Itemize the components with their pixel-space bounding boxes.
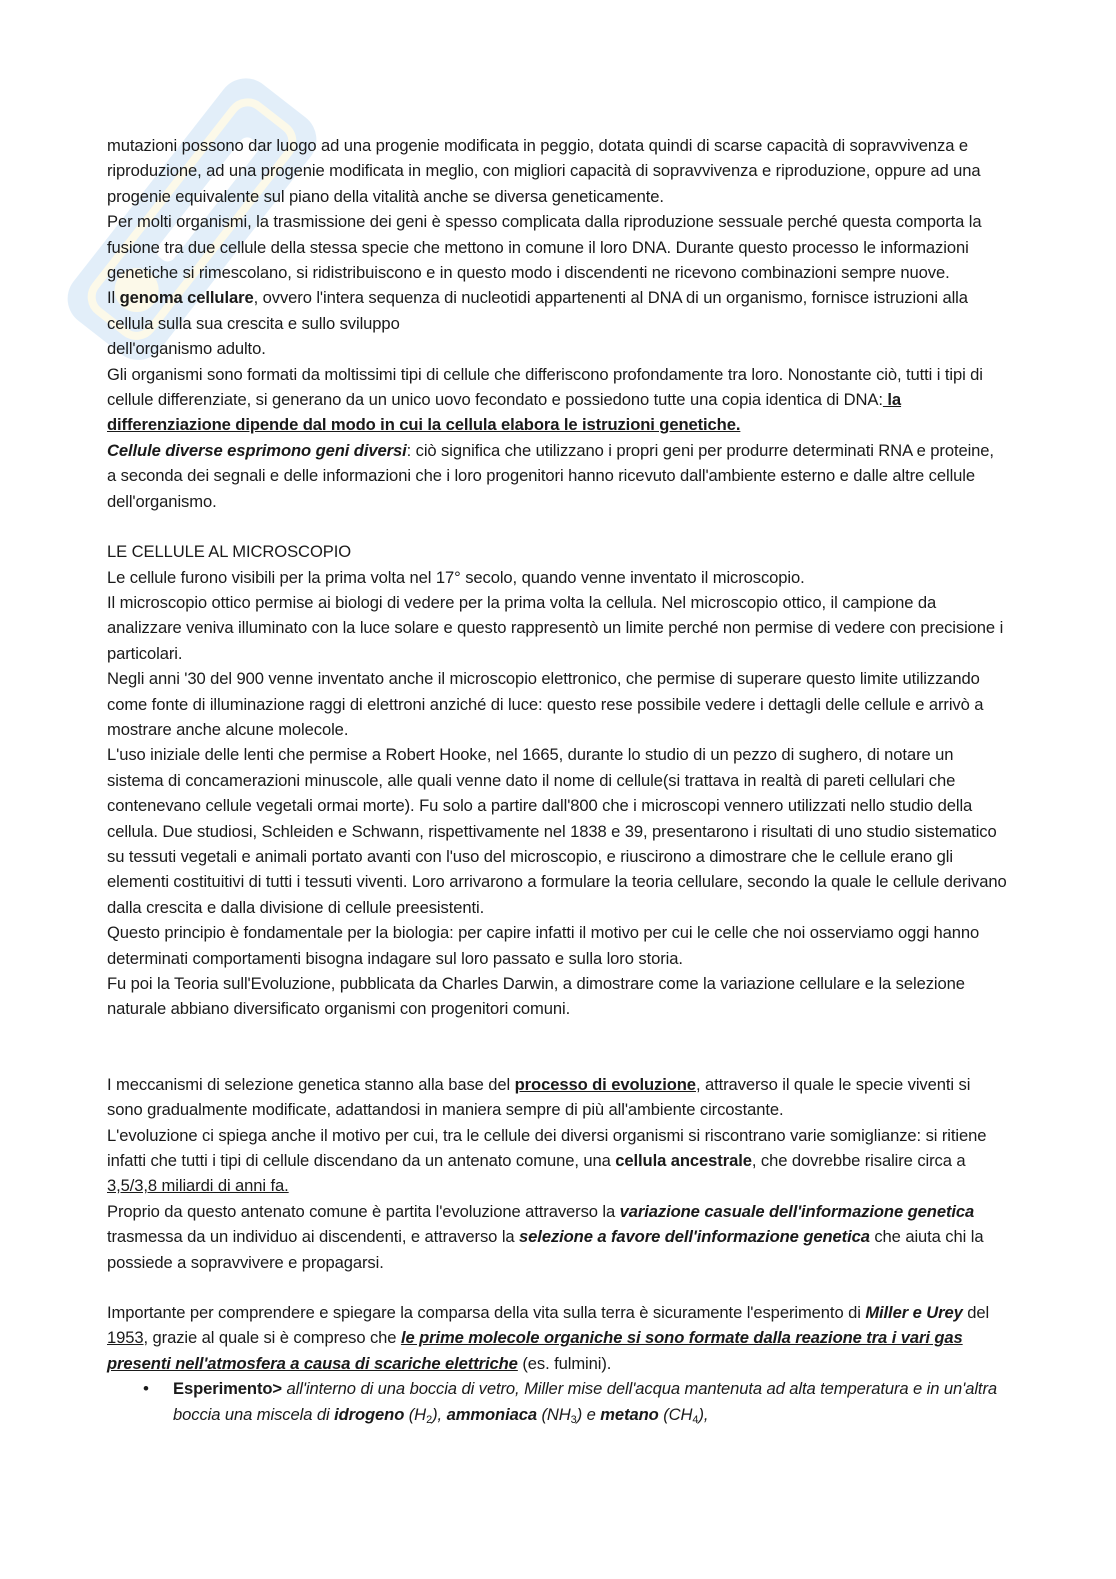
list-item-experiment: • Esperimento> all'interno di una boccia di vetro, Miller mise dell'acqua mantenuta ad alta temperatura e in un'altra boccia una miscela di idrogeno $(H_2)$, ammoniaca $(NH_3)$ e metano $(CH_4)$, xyxy=(173,1376,1007,1427)
paragraph-biology-principle: Questo principio è fondamentale per la biologia: per capire infatti il motivo per cui le celle che noi osserviamo oggi hanno determinati comportamenti bisogna indagare sul loro passato e sulla loro storia. xyxy=(107,923,980,968)
paragraph-hooke: L'uso iniziale delle lenti che permise a Robert Hooke, nel 1665, durante lo studio di un pezzo di sughero, di notare un sistema di concamerazioni minuscole, alle quali venne dato il nome di cellule(si trattava in realtà di pareti cellulari che contenevano cellule vegetali ormai morte). Fu solo a partire dall'800 che i microscopi vennero utilizzati nello studio della cellula. Due studiosi, Schleiden e Schwann, rispettivamente nel 1838 e 39, presentarono i risultati di uno studio sistematico su tessuti vegetali e animali portato avanti con l'uso del microscopio, e riuscirono a dimostrare che le cellule erano gli elementi costituitivi di tutti i tessuti viventi. Loro arrivarono a formulare la teoria cellulare, secondo la quale le cellule derivano dalla crescita e dalla divisione di cellule preesistenti. xyxy=(107,745,1007,917)
paragraph-miller-urey: Importante per comprendere e spiegare la comparsa della vita sulla terra è sicuramente l'esperimento di Miller e Urey del 1953, grazie al quale si è compreso che le prime molecole organiche si sono formate dalla reazione tra i vari gas presenti nell'atmosfera a causa di scariche elettriche (es. fulmini). xyxy=(107,1303,990,1373)
paragraph-variation-selection: Proprio da questo antenato comune è partita l'evoluzione attraverso la variazione casuale dell'informazione genetica trasmessa da un individuo ai discendenti, e attraverso la selezione a favore dell'informazione genetica che aiuta chi la possiede a sopravvivere e propagarsi. xyxy=(107,1201,984,1272)
paragraph-sexual-reproduction: Per molti organismi, la trasmissione dei geni è spesso complicata dalla riproduzione sessuale perché questa comporta la fusione tra due cellule della stessa specie che mettono in comune il loro DNA. Durante questo processo le informazioni genetiche si rimescolano, si ridistribuiscono e in questo modo i discendenti ne ricevono combinazioni sempre nuove. xyxy=(107,212,982,283)
paragraph-genome: Il genoma cellulare, ovvero l'intera sequenza di nucleotidi appartenenti al DNA di un organismo, fornisce istruzioni alla cellula sulla sua crescita e sullo sviluppo dell'organismo adulto. xyxy=(107,288,968,359)
paragraph-evolution: I meccanismi di selezione genetica stanno alla base del processo di evoluzione, attraverso il quale le specie viventi si sono gradualmente modificate, adattandosi in maniera sempre di più all'ambiente circostante. xyxy=(107,1074,971,1120)
paragraph-differentiation: Gli organismi sono formati da moltissimi tipi di cellule che differiscono profondamente tra loro. Nonostante ciò, tutti i tipi di cellule differenziate, si generano da un unico uovo fecondato e possiedono tutte una copia identica di DNA: la differenziazione dipende dal modo in cui la cellula elabora le istruzioni genetiche. xyxy=(107,364,983,435)
paragraph-common-ancestor: L'evoluzione ci spiega anche il motivo per cui, tra le cellule dei diversi organismi si riscontrano varie somiglianze: si ritiene infatti che tutti i tipi di cellule discendano da un antenato comune, una cellula ancestrale, che dovrebbe risalire circa a 3,5/3,8 miliardi di anni fa. xyxy=(107,1125,987,1196)
paragraph-optical-microscope: Il microscopio ottico permise ai biologi di vedere per la prima volta la cellula. Nel microscopio ottico, il campione da analizzare veniva illuminato con la luce solare e questo rappresentò un limite perché non permise di vedere con precisione i particolari. xyxy=(107,592,1004,663)
paragraph-darwin: Fu poi la Teoria sull'Evoluzione, pubblicata da Charles Darwin, a dimostrare come la variazione cellulare e la selezione naturale abbiano diversificato organismi con progenitori comuni. xyxy=(107,974,965,1019)
paragraph-gene-expression: Cellule diverse esprimono geni diversi: ciò significa che utilizzano i propri geni per produrre determinati RNA e proteine, a seconda dei segnali e delle informazioni che i loro progenitori hanno ricevuto dall'ambiente esterno e dalle altre cellule dell'organismo. xyxy=(107,440,994,511)
paragraph-mutations: mutazioni possono dar luogo ad una progenie modificata in peggio, dotata quindi di scarse capacità di sopravvivenza e riproduzione, ad una progenie modificata in meglio, con migliori capacità di sopravvivenza e riproduzione, oppure ad una progenie equivalente sul piano della vitalità anche se diversa geneticamente. xyxy=(107,136,981,206)
paragraph-electron-microscope: Negli anni '30 del 900 venne inventato anche il microscopio elettronico, che permise di superare questo limite utilizzando come fonte di illuminazione raggi di elettroni anziché di luce: questo rese possibile vedere i dettagli delle cellule e arrivò a mostrare anche alcune molecole. xyxy=(107,669,984,739)
document-body xyxy=(107,133,1007,1427)
experiment-list xyxy=(107,1376,1007,1427)
section-heading-microscope: LE CELLULE AL MICROSCOPIO xyxy=(107,542,352,562)
paragraph-cells-visible: Le cellule furono visibili per la prima volta nel 17° secolo, quando venne inventato il microscopio. xyxy=(107,567,805,587)
